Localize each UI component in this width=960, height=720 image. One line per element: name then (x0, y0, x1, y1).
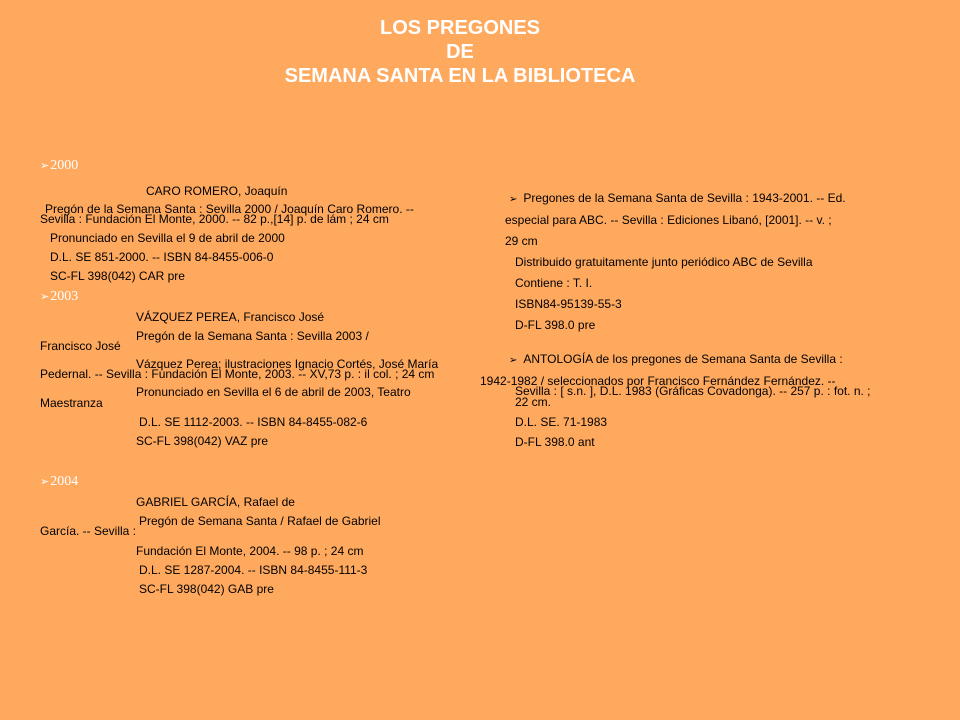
entry-description-cont: García. -- Sevilla : (40, 524, 137, 538)
entry-description-detail: Vázquez Perea; ilustraciones Ignacio Cortés, José María Pedernal. -- Sevilla : Fundación El Monte, 2003. -- XV,73 p. : il col. ; 24 cm (40, 357, 439, 381)
entry-note: Distribuido gratuitamente junto periódico ABC de Sevilla (515, 255, 813, 269)
entry-size: 22 cm. (515, 395, 552, 409)
entry-size: 29 cm (505, 234, 538, 248)
title-line-1: LOS PREGONES (379, 17, 541, 39)
year-label: 2003 (50, 289, 79, 304)
page-title (180, 16, 740, 88)
year-label: 2004 (50, 474, 79, 489)
entry-note-start: Pronunciado en Sevilla el 6 de abril de 2003, Teatro (136, 385, 411, 399)
left-column (40, 158, 440, 596)
arrow-bullet-icon: ➢ (40, 475, 50, 488)
title-line-3: SEMANA SANTA EN LA BIBLIOTECA (284, 65, 636, 87)
entry-isbn: ISBN84-95139-55-3 (515, 297, 622, 311)
entry-author: CARO ROMERO, Joaquín (146, 184, 288, 198)
entry-publication-cont: Sevilla : [ s.n. ], D.L. 1983 (Gráficas Covadonga). -- 257 p. : fot. n. ; (515, 384, 871, 398)
entry-legal-deposit: D.L. SE 1287-2004. -- ISBN 84-8455-111-3 (139, 563, 368, 577)
year-label: 2000 (50, 158, 79, 173)
entry-description-start: Pregón de Semana Santa / Rafael de Gabriel (139, 514, 381, 528)
title-line-2: DE (446, 41, 474, 63)
entry-title-line (505, 353, 925, 367)
entry-call-number: D-FL 398.0 pre (515, 318, 596, 332)
arrow-bullet-icon: ➢ (509, 194, 518, 205)
entry-legal-deposit: D.L. SE 1112-2003. -- ISBN 84-8455-082-6 (139, 415, 368, 429)
year-heading-2000 (40, 158, 440, 174)
entry-call-number: SC-FL 398(042) VAZ pre (136, 434, 269, 448)
entry-note-cont: Maestranza (40, 396, 103, 410)
entry-call-number: D-FL 398.0 ant (515, 435, 595, 449)
entry-description: Pregón de la Semana Santa : Sevilla 2000 / Joaquín Caro Romero. -- Sevilla : Fundación El Monte, 2000. -- 82 p.,[14] p. de lám ; 24 cm (40, 202, 414, 226)
entry-description-cont: Francisco José (40, 339, 121, 353)
entry-legal-deposit: D.L. SE 851-2000. -- ISBN 84-8455-006-0 (50, 250, 274, 264)
entry-legal-deposit: D.L. SE. 71-1983 (515, 415, 608, 429)
arrow-bullet-icon: ➢ (509, 355, 518, 366)
entry-title-line (505, 192, 925, 206)
entry-call-number: SC-FL 398(042) CAR pre (50, 269, 185, 283)
entry-title: ANTOLOGÍA de los pregones de Semana Santa de Sevilla : (523, 352, 843, 366)
arrow-bullet-icon: ➢ (40, 159, 50, 172)
entry-note: Pronunciado en Sevilla el 9 de abril de 2000 (50, 231, 285, 245)
entry-author: VÁZQUEZ PEREA, Francisco José (136, 310, 325, 324)
arrow-bullet-icon: ➢ (40, 290, 50, 303)
year-heading-2004 (40, 474, 440, 490)
entry-title: Pregones de la Semana Santa de Sevilla : 1943-2001. -- Ed. (523, 191, 846, 205)
entry-author: GABRIEL GARCÍA, Rafael de (136, 495, 295, 509)
entry-description-start: Pregón de la Semana Santa : Sevilla 2003 / (136, 329, 369, 343)
entry-contents: Contiene : T. I. (515, 276, 593, 290)
entry-publication: 1942-1982 / seleccionados por Francisco Fernández Fernández. -- (480, 374, 836, 388)
right-column (480, 191, 925, 449)
entry-publication: especial para ABC. -- Sevilla : Ediciones Libanó, [2001]. -- v. ; (505, 213, 832, 227)
entry-call-number: SC-FL 398(042) GAB pre (139, 582, 274, 596)
year-heading-2003 (40, 289, 440, 305)
entry-description-detail: Fundación El Monte, 2004. -- 98 p. ; 24 cm (136, 544, 364, 558)
